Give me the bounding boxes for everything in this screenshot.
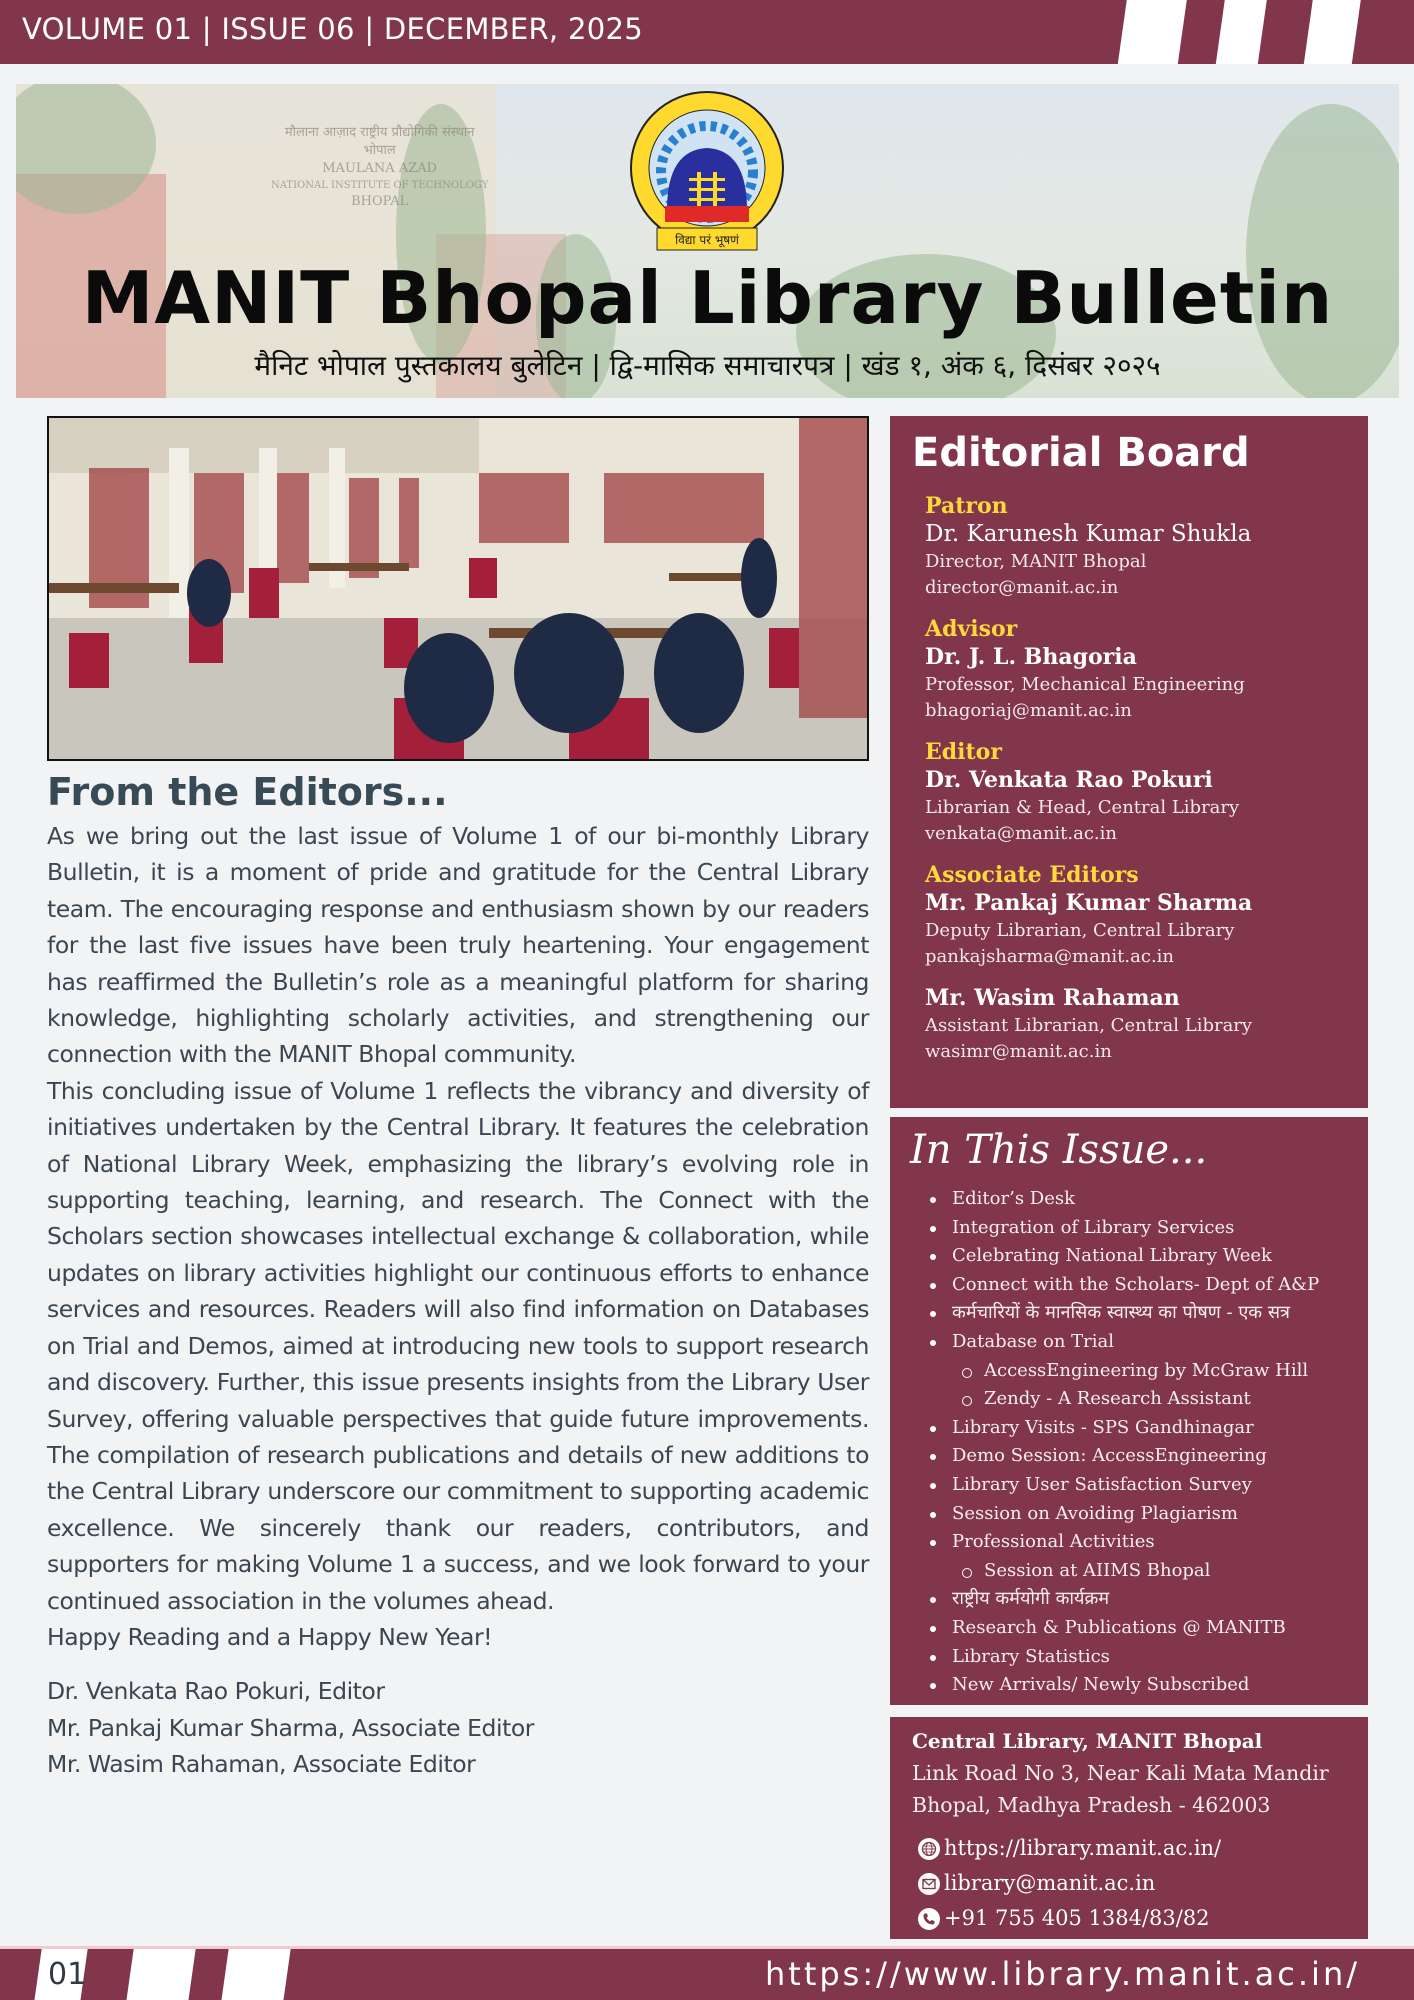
contents-subitem[interactable]: Zendy - A Research Assistant bbox=[926, 1385, 1364, 1414]
contents-item[interactable]: Database on Trial bbox=[926, 1328, 1364, 1357]
decorative-stripe bbox=[221, 1949, 291, 2000]
editors-heading: From the Editors... bbox=[47, 770, 448, 814]
issue-line: VOLUME 01 | ISSUE 06 | DECEMBER, 2025 bbox=[22, 12, 643, 46]
member-name: Mr. Pankaj Kumar Sharma bbox=[925, 890, 1253, 916]
contact-address-line: Link Road No 3, Near Kali Mata Mandir bbox=[912, 1761, 1329, 1785]
contents-item[interactable]: Celebrating National Library Week bbox=[926, 1242, 1364, 1271]
member-name: Dr. J. L. Bhagoria bbox=[925, 644, 1137, 670]
building-sign-text: भोपाल bbox=[363, 143, 396, 159]
board-associate-editors bbox=[925, 861, 1355, 1065]
in-this-issue-panel bbox=[890, 1117, 1368, 1705]
decorative-stripe bbox=[126, 1949, 196, 2000]
envelope-icon bbox=[918, 1873, 940, 1895]
member-email[interactable]: wasimr@manit.ac.in bbox=[925, 1041, 1112, 1062]
contents-item[interactable]: Session on Avoiding Plagiarism bbox=[926, 1500, 1364, 1529]
bulletin-title: MANIT Bhopal Library Bulletin bbox=[81, 256, 1334, 340]
member-designation: Professor, Mechanical Engineering bbox=[925, 674, 1245, 695]
contents-item[interactable]: Connect with the Scholars- Dept of A&P bbox=[926, 1271, 1364, 1300]
member-designation: Director, MANIT Bhopal bbox=[925, 551, 1147, 572]
top-header-bar bbox=[0, 0, 1414, 64]
contents-list bbox=[926, 1185, 1364, 1700]
member-email[interactable]: director@manit.ac.in bbox=[925, 577, 1119, 598]
footer-website-link[interactable]: https://www.library.manit.ac.in/ bbox=[764, 1955, 1360, 1993]
library-photo-illustration bbox=[49, 418, 869, 761]
footer-bar bbox=[0, 1949, 1414, 2000]
website-link[interactable]: https://library.manit.ac.in/ bbox=[944, 1836, 1222, 1860]
member-email[interactable]: pankajsharma@manit.ac.in bbox=[925, 946, 1175, 967]
member-name: Dr. Karunesh Kumar Shukla bbox=[925, 521, 1252, 547]
role-label: Associate Editors bbox=[925, 862, 1139, 888]
editors-paragraph: This concluding issue of Volume 1 reflects the vibrancy and diversity of initiatives undertaken by the Central Library. It features the celebration of National Library Week, emphasizing the library’s evolving role in supporting teaching, learning, and research. The Connect with the Scholars section showcases intellectual exchange & collaboration, while updates on library activities highlight our continuous efforts to enhance services and resources. Readers will also find information on Databases on Trial and Demos, aimed at introducing new tools to support research and discovery. Further, this issue presents insights from the Library User Survey, offering valuable perspectives that guide future improvements. The compilation of research publications and details of new additions to the Central Library underscore our commitment to supporting academic excellence. We sincerely thank our readers, contributors, and supporters for making Volume 1 a success, and we look forward to your continued association in the volumes ahead. bbox=[47, 1076, 869, 1615]
signoff-line: Mr. Pankaj Kumar Sharma, Associate Editor bbox=[47, 1713, 535, 1742]
contents-item[interactable]: New Arrivals/ Newly Subscribed bbox=[926, 1671, 1364, 1700]
library-reading-room-photo bbox=[47, 416, 869, 761]
editors-greeting: Happy Reading and a Happy New Year! bbox=[47, 1622, 493, 1651]
contact-organization: Central Library, MANIT Bhopal bbox=[912, 1729, 1263, 1753]
contents-item[interactable]: Library Statistics bbox=[926, 1643, 1364, 1672]
building-sign bbox=[271, 124, 488, 211]
member-email[interactable]: bhagoriaj@manit.ac.in bbox=[925, 700, 1132, 721]
building-sign-text: NATIONAL INSTITUTE OF TECHNOLOGY bbox=[271, 179, 489, 191]
contents-item[interactable]: Library Visits - SPS Gandhinagar bbox=[926, 1414, 1364, 1443]
role-label: Advisor bbox=[925, 616, 1018, 642]
contents-subitem[interactable]: Session at AIIMS Bhopal bbox=[926, 1557, 1364, 1586]
institute-logo bbox=[627, 90, 787, 258]
contents-item[interactable]: Editor’s Desk bbox=[926, 1185, 1364, 1214]
contents-item[interactable]: कर्मचारियों के मानसिक स्वास्थ्य का पोषण - एक सत्र bbox=[926, 1299, 1364, 1328]
member-designation: Deputy Librarian, Central Library bbox=[925, 920, 1235, 941]
member-name: Dr. Venkata Rao Pokuri bbox=[925, 767, 1213, 793]
page-number: 01 bbox=[48, 1957, 87, 1992]
contact-phone[interactable] bbox=[912, 1901, 1329, 1936]
hero-banner bbox=[16, 84, 1399, 398]
logo-motto: विद्या परं भूषणं bbox=[675, 233, 739, 247]
board-patron bbox=[925, 492, 1355, 601]
contents-item[interactable]: Integration of Library Services bbox=[926, 1214, 1364, 1243]
contents-item[interactable]: Library User Satisfaction Survey bbox=[926, 1471, 1364, 1500]
editors-message bbox=[47, 818, 869, 1783]
phone-number[interactable]: +91 755 405 1384/83/82 bbox=[944, 1906, 1210, 1930]
member-name: Mr. Wasim Rahaman bbox=[925, 985, 1180, 1011]
editors-paragraph: As we bring out the last issue of Volume 1 of our bi-monthly Library Bulletin, it is a moment of pride and gratitude for the Central Library team. The encouraging response and enthusiasm shown by our readers for the last five issues have been truly heartening. Your engagement has reaffirmed the Bulletin’s role as a meaningful platform for sharing knowledge, highlighting scholarly activities, and strengthening our connection with the MANIT Bhopal community. bbox=[47, 822, 869, 1069]
contact-panel bbox=[890, 1717, 1368, 1939]
editors-signoff bbox=[47, 1673, 869, 1782]
building-sign-text: BHOPAL bbox=[351, 193, 409, 209]
role-label: Editor bbox=[925, 739, 1002, 765]
contact-email[interactable] bbox=[912, 1866, 1329, 1901]
board-advisor bbox=[925, 615, 1355, 724]
member-designation: Librarian & Head, Central Library bbox=[925, 797, 1240, 818]
role-label: Patron bbox=[925, 493, 1008, 519]
signoff-line: Dr. Venkata Rao Pokuri, Editor bbox=[47, 1677, 385, 1706]
contents-subitem[interactable]: AccessEngineering by McGraw Hill bbox=[926, 1357, 1364, 1386]
decorative-stripe bbox=[1303, 0, 1361, 64]
contact-website[interactable] bbox=[912, 1831, 1329, 1866]
contact-address-line: Bhopal, Madhya Pradesh - 462003 bbox=[912, 1793, 1271, 1817]
member-designation: Assistant Librarian, Central Library bbox=[925, 1015, 1253, 1036]
member-email[interactable]: venkata@manit.ac.in bbox=[925, 823, 1118, 844]
building-sign-text: MAULANA AZAD bbox=[322, 161, 438, 177]
editorial-board-heading: Editorial Board bbox=[912, 430, 1250, 476]
phone-icon bbox=[918, 1908, 940, 1930]
decorative-stripe bbox=[1117, 0, 1187, 64]
decorative-stripe bbox=[1215, 0, 1267, 64]
editorial-board-panel bbox=[890, 416, 1368, 1108]
board-editor bbox=[925, 738, 1355, 847]
contents-item[interactable]: राष्ट्रीय कर्मयोगी कार्यक्रम bbox=[926, 1585, 1364, 1614]
contents-item[interactable]: Professional Activities bbox=[926, 1528, 1364, 1557]
in-this-issue-heading: In This Issue... bbox=[910, 1127, 1208, 1173]
email-link[interactable]: library@manit.ac.in bbox=[944, 1871, 1156, 1895]
contents-item[interactable]: Research & Publications @ MANITB bbox=[926, 1614, 1364, 1643]
bulletin-subtitle-hindi: मैनिट भोपाल पुस्तकालय बुलेटिन | द्वि-मासिक समाचारपत्र | खंड १, अंक ६, दिसंबर २०२५ bbox=[254, 349, 1161, 382]
signoff-line: Mr. Wasim Rahaman, Associate Editor bbox=[47, 1750, 476, 1779]
globe-icon bbox=[918, 1838, 940, 1860]
building-sign-text: मौलाना आज़ाद राष्ट्रीय प्रौद्योगिकी संस्थान bbox=[284, 125, 475, 140]
contents-item[interactable]: Demo Session: AccessEngineering bbox=[926, 1442, 1364, 1471]
